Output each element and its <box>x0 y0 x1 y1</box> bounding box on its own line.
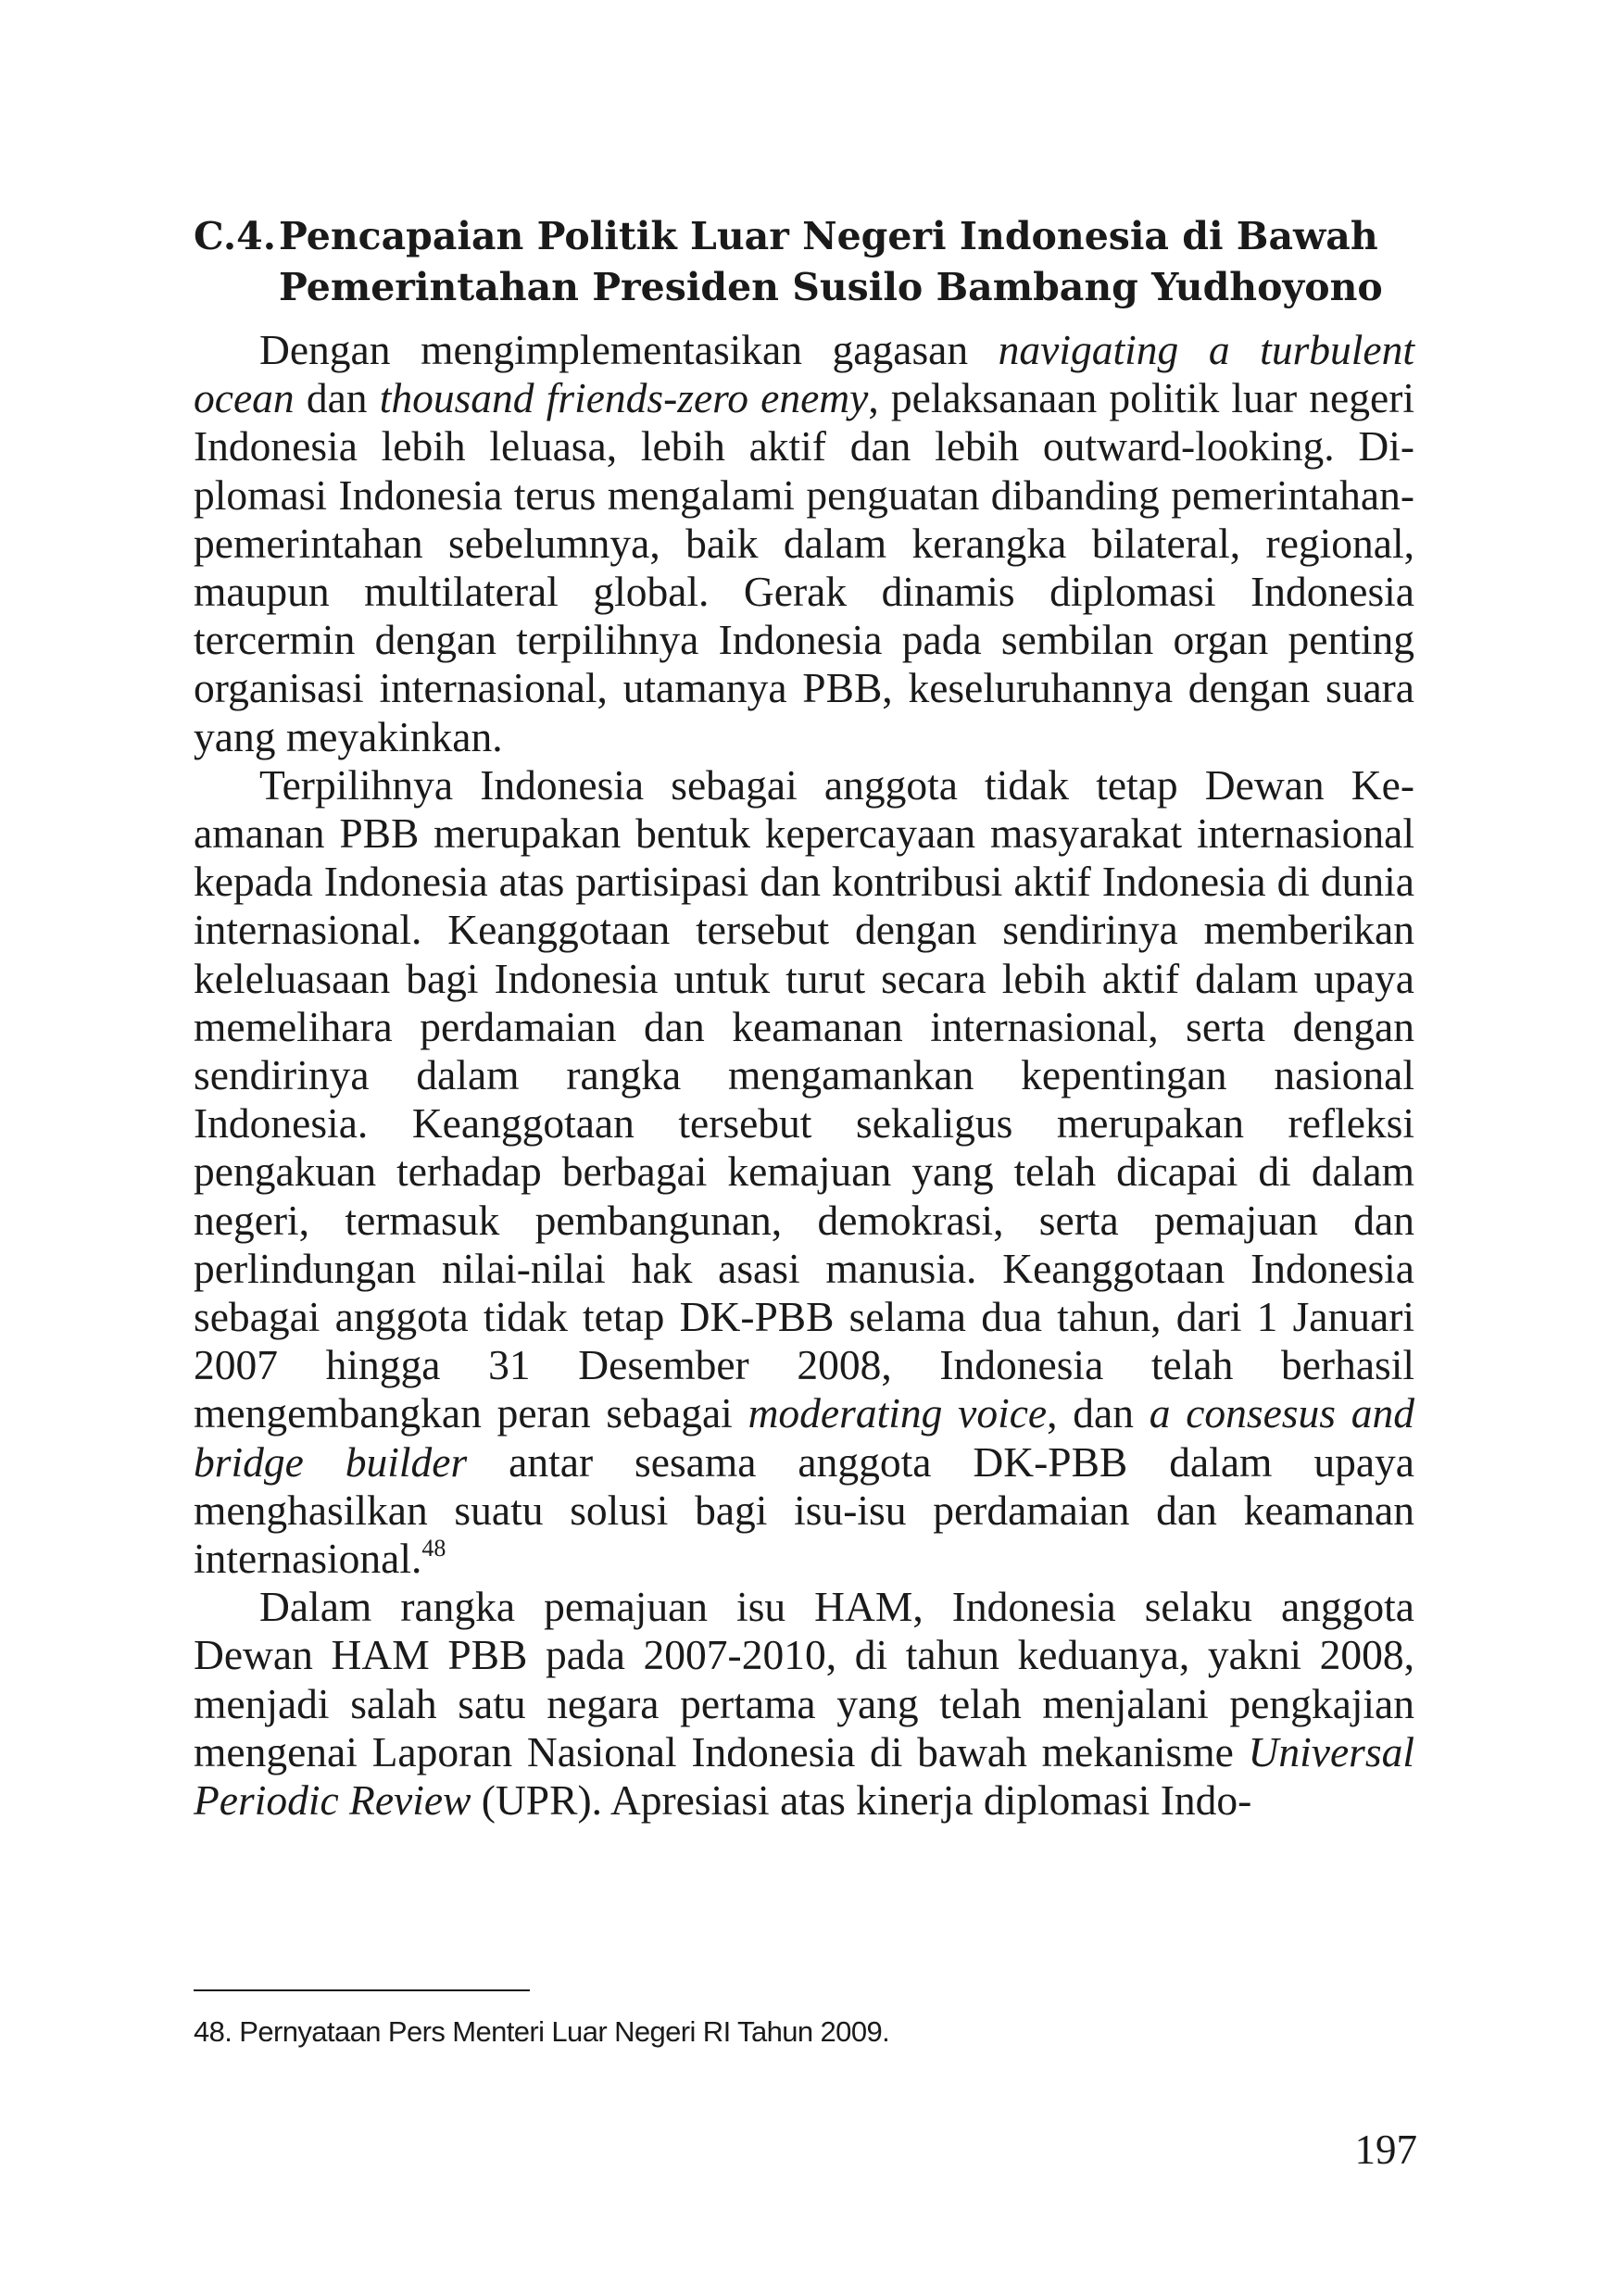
paragraph-2-text-b: , dan <box>1047 1389 1150 1437</box>
paragraph-2-text-a: Terpilihnya Indonesia sebagai anggota tidak tetap Dewan Keamanan PBB merupakan bentuk kepercayaan masyarakat internasional kepada Indonesia atas partisipasi dan kontribusi aktif Indonesia di dunia internasional. Keanggotaan tersebut dengan sendirinya memberikan keleluasaan bagi Indonesia untuk turut secara lebih aktif dalam upaya memelihara perdamaian dan keamanan internasional, serta dengan sendirinya dalam rangka mengamankan kepentingan nasional Indonesia. Keanggotaan tersebut sekaligus merupakan refleksi pengakuan terhadap berbagai kemajuan yang telah dicapai di dalam negeri, termasuk pembangunan, demokrasi, serta pemajuan dan perlindungan nilai-nilai hak asasi manusia. Keanggotaan Indonesia sebagai anggota tidak tetap DK-PBB selama dua tahun, dari 1 Januari 2007 hingga 31 Desember 2008, Indonesia telah berhasil mengembangkan peran sebagai <box>194 760 1414 1437</box>
paragraph-2-text-c: antar sesama anggota DK-PBB dalam upaya menghasilkan suatu solusi bagi isu-isu perdamaian dan keamanan internasional. <box>194 1437 1415 1583</box>
paragraph-2-italic-a: moderating voice <box>748 1389 1048 1437</box>
footnote-divider <box>194 1989 530 1991</box>
paragraph-3-text-b: (UPR). Apresiasi atas kinerja diplomasi Indo- <box>471 1776 1252 1825</box>
paragraph-1 <box>194 326 1414 761</box>
paragraph-3-italic-a: Universal Periodic Review <box>194 1727 1414 1825</box>
footnote: 48. Pernyataan Pers Menteri Luar Negeri RI Tahun 2009. <box>194 2015 890 2048</box>
paragraph-1-italic-a: navigating a turbulent ocean <box>194 326 1414 422</box>
paragraph-2 <box>194 761 1414 1583</box>
paragraph-1-text-b: dan <box>294 374 380 422</box>
page-number: 197 <box>1354 2127 1417 2173</box>
paragraph-1-text-a: Dengan mengimplementasikan gagasan <box>259 326 999 373</box>
section-title-line-2: Pemerintahan Presiden Susilo Bambang Yudhoyono <box>279 265 1383 309</box>
paragraph-2-italic-b: a consesus and bridge builder <box>194 1389 1414 1486</box>
section-number: C.4. <box>194 214 276 258</box>
paragraph-3-text-a: Dalam rangka pemajuan isu HAM, Indonesia selaku anggota Dewan HAM PBB pada 2007-2010, di tahun keduanya, yakni 2008, menjadi salah satu negara pertama yang telah menjalani pengkajian mengenai Laporan Nasional Indonesia di bawah mekanisme <box>194 1583 1414 1775</box>
paragraph-1-text-c: , pelaksanaan politik luar negeri Indonesia lebih leluasa, lebih aktif dan lebih outward-looking. Diplomasi Indonesia terus mengalami penguatan dibanding pemerintahan-pemerintahan sebelumnya, baik dalam kerangka bilateral, regional, maupun multilateral global. Gerak dinamis diplomasi Indonesia tercermin dengan terpilihnya Indonesia pada sembilan organ penting organisasi internasional, utamanya PBB, keseluruhannya dengan suara yang meyakinkan. <box>194 374 1414 760</box>
section-title-line-1: Pencapaian Politik Luar Negeri Indonesia di Bawah <box>279 214 1378 258</box>
body-text <box>194 326 1414 1825</box>
paragraph-3 <box>194 1583 1414 1825</box>
footnote-reference: 48 <box>421 1535 446 1562</box>
paragraph-1-italic-b: thousand friends-zero enemy <box>379 374 869 422</box>
section-heading <box>194 211 1435 313</box>
